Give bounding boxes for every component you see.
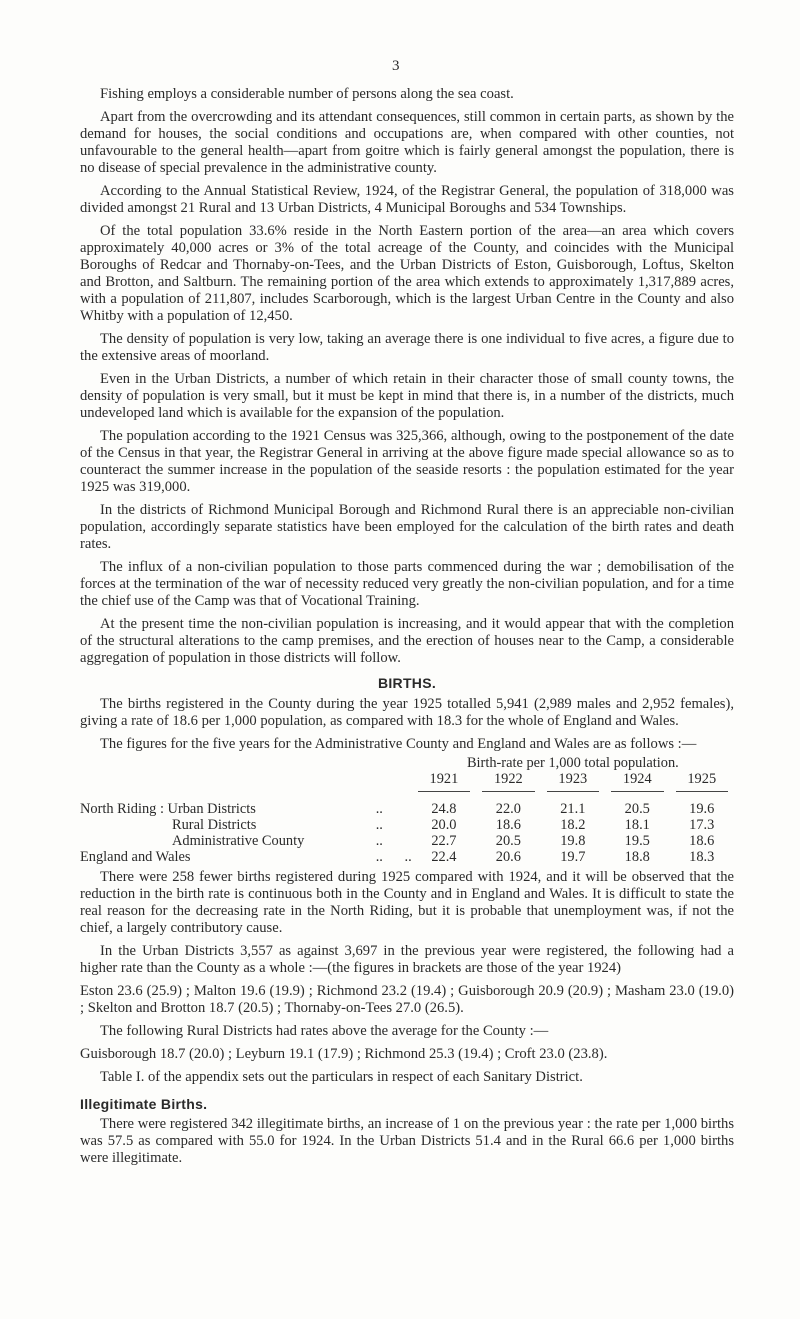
table-cell: 19.8	[560, 833, 586, 849]
table-cell: 18.3	[689, 849, 715, 865]
table-cell: 21.1	[560, 801, 586, 817]
rural-rates-list: Guisborough 18.7 (20.0) ; Leyburn 19.1 (17.9) ; Richmond 25.3 (19.4) ; Croft 23.0 (23.8).	[80, 1046, 608, 1062]
paragraph: The density of population is very low, taking an average there is one individual to five acres, a figure due to the extensive areas of moorland.	[80, 331, 734, 364]
table-cell: 20.6	[495, 849, 521, 865]
table-row	[80, 833, 734, 849]
table-row	[80, 801, 734, 817]
table-row	[80, 849, 734, 865]
table-cell: 18.1	[624, 817, 650, 833]
births-heading: BIRTHS.	[377, 675, 437, 691]
births-paragraph: The births registered in the County during the year 1925 totalled 5,941 (2,989 males and 2,952 females), giving a rate of 18.6 per 1,000 population, as compared with 18.3 for the whole of England and Wales.	[80, 696, 734, 729]
table-cell: 17.3	[689, 817, 715, 833]
year-header: 1923	[558, 771, 588, 787]
paragraph: At the present time the non-civilian population is increasing, and it would appear that with the completion of the structural alterations to the camp premises, and the erection of houses near to the Camp, a considerable aggregation of population in those districts will follow.	[80, 616, 734, 666]
leader-dots: ..	[375, 833, 383, 849]
table-cell: 19.6	[689, 801, 715, 817]
paragraph: Even in the Urban Districts, a number of which retain in their character those of small county towns, the density of population is very small, but it must be kept in mind that there is, in a number of the districts, much undeveloped land which is available for the expansion of the population.	[80, 371, 734, 421]
leader-dots: ..	[375, 817, 383, 833]
table-cell: 18.8	[624, 849, 650, 865]
urban-rates-list: Eston 23.6 (25.9) ; Malton 19.6 (19.9) ; Richmond 23.2 (19.4) ; Guisborough 20.9 (20.9) ; Masham 23.0 (19.0) ; Skelton and Brotton 18.7 (20.5) ; Thornaby-on-Tees 27.0 (26.5).	[80, 983, 734, 1016]
paragraph: The influx of a non-civilian population to those parts commenced during the war ; demobilisation of the forces at the termination of the war of necessity reduced very greatly the non-civilian population, and for a time the chief use of the Camp was that of Vocational Training.	[80, 559, 734, 609]
row-label: England and Wales	[80, 849, 191, 865]
birth-rate-table	[80, 755, 734, 865]
year-header: 1924	[622, 771, 652, 787]
document-body	[80, 86, 734, 1173]
table-cell: 22.0	[495, 801, 521, 817]
illegitimate-heading: Illegitimate Births.	[80, 1096, 208, 1112]
paragraph: Fishing employs a considerable number of persons along the sea coast.	[100, 86, 514, 102]
leader-dots: ..	[375, 801, 383, 817]
paragraph: In the districts of Richmond Municipal Borough and Richmond Rural there is an appreciable non-civilian population, accordingly separate statistics have been employed for the calculation of the birth rates and death rates.	[80, 502, 734, 552]
paragraph: Table I. of the appendix sets out the particulars in respect of each Sanitary District.	[100, 1069, 583, 1085]
table-cell: 20.0	[431, 817, 457, 833]
table-cell: 18.2	[560, 817, 586, 833]
table-row	[80, 817, 734, 833]
table-cell: 19.5	[624, 833, 650, 849]
births-paragraph: The figures for the five years for the Administrative County and England and Wales are as follows :—	[100, 736, 697, 752]
paragraph: In the Urban Districts 3,557 as against 3,697 in the previous year were registered, the following had a higher rate than the County as a whole :—(the figures in brackets are those of the year 1924)	[80, 943, 734, 976]
paragraph: Apart from the overcrowding and its attendant consequences, still common in certain parts, as shown by the demand for houses, the social conditions and occupations are, when compared with other counties, not unfavourable to the general health—apart from goitre which is fairly general amongst the population, there is no disease of special prevalence in the administrative county.	[80, 109, 734, 176]
paragraph: According to the Annual Statistical Review, 1924, of the Registrar General, the population of 318,000 was divided amongst 21 Rural and 13 Urban Districts, 4 Municipal Boroughs and 534 Townships.	[80, 183, 734, 216]
row-label: Rural Districts	[172, 817, 257, 833]
row-label: North Riding : Urban Districts	[80, 801, 256, 817]
table-cell: 20.5	[624, 801, 650, 817]
year-header: 1921	[429, 771, 459, 787]
paragraph: There were 258 fewer births registered during 1925 compared with 1924, and it will be observed that the reduction in the birth rate is continuous both in the County and in England and Wales. It is difficult to state the real reason for the decreasing rate in the North Riding, but it is probable that unemployment was, if not the chief, a largely contributory cause.	[80, 869, 734, 936]
row-label: Administrative County	[172, 833, 305, 849]
table-caption: Birth-rate per 1,000 total population.	[466, 755, 679, 771]
paragraph: Of the total population 33.6% reside in the North Eastern portion of the area—an area which covers approximately 40,000 acres or 3% of the total acreage of the County, and coincides with the Municipal Boroughs of Redcar and Thornaby-on-Tees, and the Urban Districts of Eston, Guisborough, Loftus, Skelton and Brotton, and Saltburn. The remaining portion of the area which extends to approximately 1,317,889 acres, with a population of 211,807, includes Scarborough, which is the largest Urban Centre in the County and also Whitby with a population of 12,450.	[80, 223, 734, 324]
table-cell: 18.6	[689, 833, 715, 849]
paragraph: The following Rural Districts had rates above the average for the County :—	[100, 1023, 549, 1039]
page-number: 3	[392, 58, 400, 74]
paragraph: The population according to the 1921 Census was 325,366, although, owing to the postponement of the date of the Census in that year, the Registrar General in arriving at the above figure made special allowance so as to counteract the summer increase in the population of the seaside resorts : the population estimated for the year 1925 was 319,000.	[80, 428, 734, 495]
table-cell: 20.5	[495, 833, 521, 849]
table-cell: 18.6	[495, 817, 521, 833]
table-cell: 22.7	[431, 833, 457, 849]
year-header: 1925	[687, 771, 717, 787]
year-header: 1922	[493, 771, 523, 787]
table-cell: 22.4	[431, 849, 457, 865]
leader-dots: .. ..	[375, 849, 412, 865]
paragraph: There were registered 342 illegitimate births, an increase of 1 on the previous year : the rate per 1,000 births was 57.5 as compared with 55.0 for 1924. In the Urban Districts 51.4 and in the Rural 66.6 per 1,000 births were illegitimate.	[80, 1116, 734, 1166]
table-cell: 24.8	[431, 801, 457, 817]
table-cell: 19.7	[560, 849, 586, 865]
